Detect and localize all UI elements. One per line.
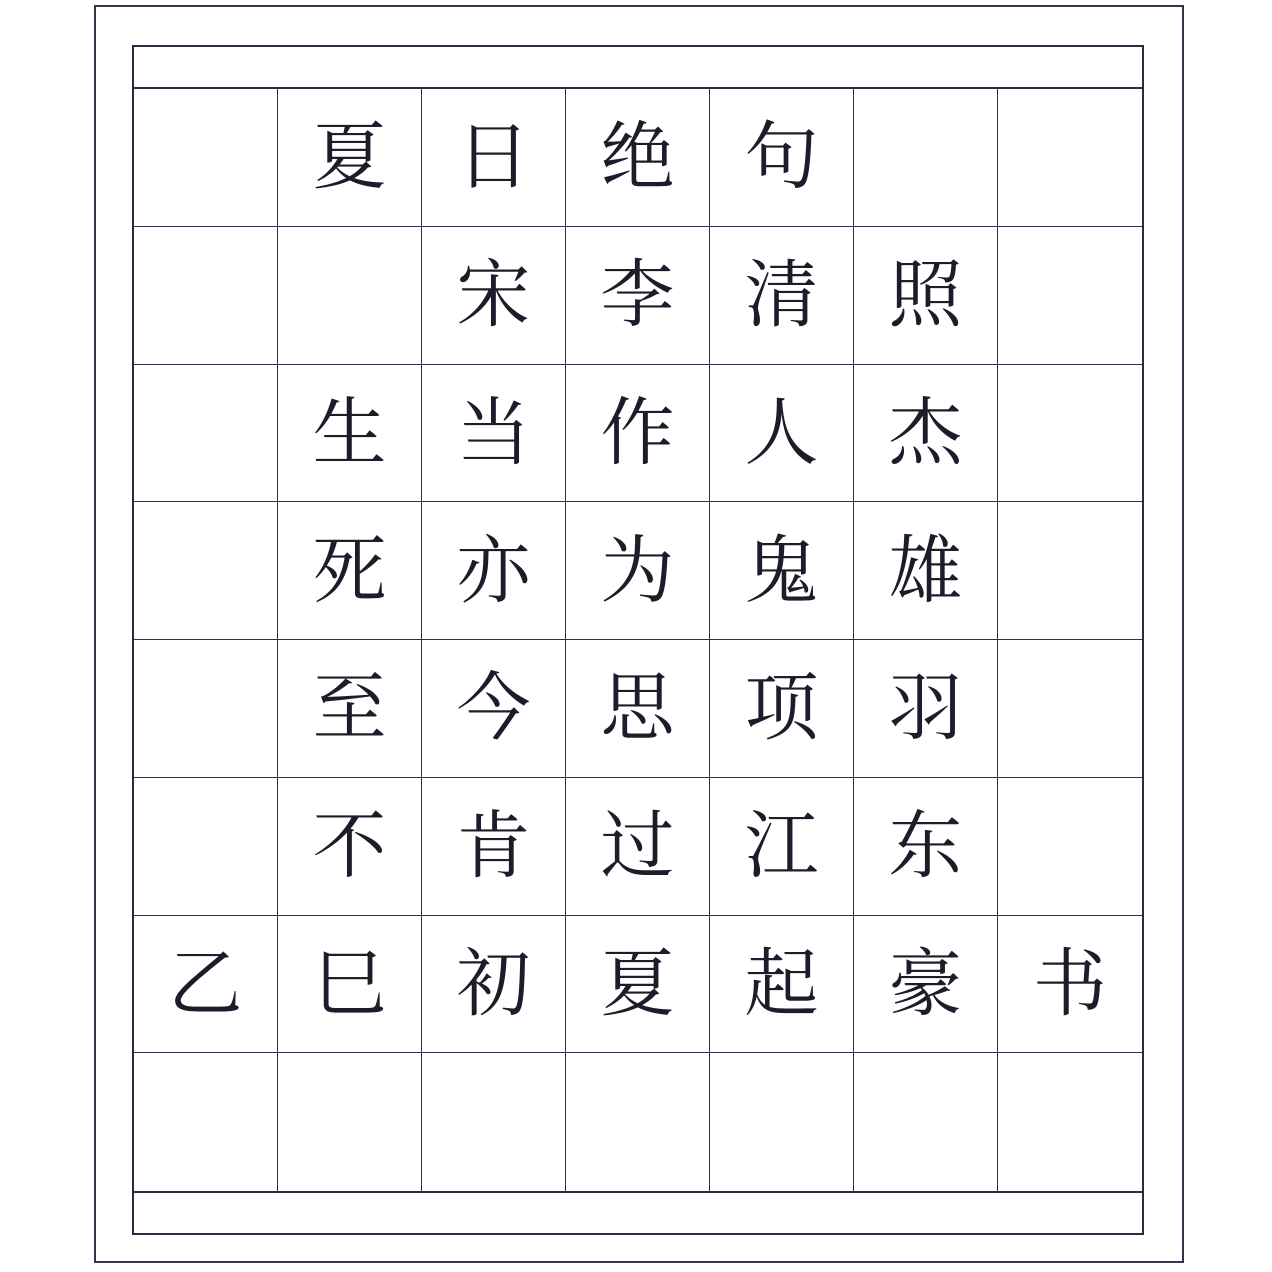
grid-cell xyxy=(998,1053,1142,1191)
character: 宋 xyxy=(456,252,531,339)
character: 江 xyxy=(744,803,819,890)
character: 今 xyxy=(456,665,531,752)
grid-cell xyxy=(710,89,854,227)
grid-cell xyxy=(422,1053,566,1191)
grid-cell xyxy=(422,916,566,1054)
grid-cell xyxy=(854,1053,998,1191)
grid-cell xyxy=(854,916,998,1054)
grid-cell xyxy=(710,227,854,365)
grid-cell xyxy=(566,1053,710,1191)
character: 书 xyxy=(1033,940,1107,1027)
character: 鬼 xyxy=(744,527,819,614)
character: 当 xyxy=(456,389,531,476)
character: 不 xyxy=(312,803,387,890)
grid-cell xyxy=(566,365,710,503)
grid-cell xyxy=(278,502,422,640)
grid-cell xyxy=(710,916,854,1054)
grid-cell xyxy=(278,778,422,916)
grid-cell xyxy=(278,227,422,365)
character-grid xyxy=(134,89,1142,1191)
grid-cell xyxy=(998,365,1142,503)
grid-cell xyxy=(422,778,566,916)
character: 照 xyxy=(888,252,963,339)
grid-cell xyxy=(710,778,854,916)
grid-cell xyxy=(422,640,566,778)
character: 初 xyxy=(456,940,531,1027)
grid-cell xyxy=(134,89,278,227)
grid-cell xyxy=(998,89,1142,227)
character: 绝 xyxy=(600,114,675,201)
grid-cell xyxy=(278,640,422,778)
grid-cell xyxy=(710,1053,854,1191)
grid-cell xyxy=(854,778,998,916)
grid-cell xyxy=(854,502,998,640)
character: 雄 xyxy=(888,527,963,614)
grid-cell xyxy=(134,1053,278,1191)
character: 夏 xyxy=(600,940,675,1027)
grid-cell xyxy=(566,227,710,365)
grid-cell xyxy=(998,778,1142,916)
grid-cell xyxy=(134,227,278,365)
character: 杰 xyxy=(888,389,963,476)
grid-cell xyxy=(134,778,278,916)
grid-cell xyxy=(854,640,998,778)
grid-cell xyxy=(710,502,854,640)
grid-cell xyxy=(422,502,566,640)
grid-cell xyxy=(566,640,710,778)
character: 巳 xyxy=(312,940,387,1027)
character: 作 xyxy=(600,389,675,476)
character: 起 xyxy=(744,940,819,1027)
grid-cell xyxy=(278,916,422,1054)
footer-band xyxy=(134,1191,1142,1233)
grid-cell xyxy=(854,227,998,365)
character: 至 xyxy=(312,665,387,752)
grid-cell xyxy=(422,365,566,503)
character: 夏 xyxy=(312,114,387,201)
grid-cell xyxy=(566,778,710,916)
grid-cell xyxy=(422,89,566,227)
grid-cell xyxy=(134,640,278,778)
character: 乙 xyxy=(168,940,243,1027)
character: 思 xyxy=(600,665,675,752)
character: 过 xyxy=(600,803,675,890)
character: 句 xyxy=(744,114,819,201)
grid-cell xyxy=(278,1053,422,1191)
character: 东 xyxy=(888,803,963,890)
header-band xyxy=(134,47,1142,89)
grid-cell xyxy=(998,640,1142,778)
character: 李 xyxy=(600,252,675,339)
character: 生 xyxy=(312,389,387,476)
grid-cell xyxy=(566,502,710,640)
character: 亦 xyxy=(456,527,531,614)
character: 死 xyxy=(312,527,387,614)
character: 羽 xyxy=(888,665,963,752)
grid-cell xyxy=(566,916,710,1054)
character: 为 xyxy=(600,527,675,614)
character: 肯 xyxy=(456,803,531,890)
grid-cell xyxy=(278,365,422,503)
character: 人 xyxy=(744,389,819,476)
character: 清 xyxy=(744,252,819,339)
grid-cell xyxy=(710,640,854,778)
grid-cell xyxy=(854,365,998,503)
grid-cell xyxy=(998,916,1142,1054)
practice-sheet xyxy=(132,45,1144,1235)
grid-cell xyxy=(566,89,710,227)
character: 豪 xyxy=(888,940,963,1027)
grid-cell xyxy=(134,916,278,1054)
grid-cell xyxy=(134,365,278,503)
character: 日 xyxy=(456,114,531,201)
grid-cell xyxy=(134,502,278,640)
grid-cell xyxy=(278,89,422,227)
character: 项 xyxy=(744,665,819,752)
grid-cell xyxy=(710,365,854,503)
grid-cell xyxy=(422,227,566,365)
grid-cell xyxy=(854,89,998,227)
grid-cell xyxy=(998,227,1142,365)
grid-cell xyxy=(998,502,1142,640)
